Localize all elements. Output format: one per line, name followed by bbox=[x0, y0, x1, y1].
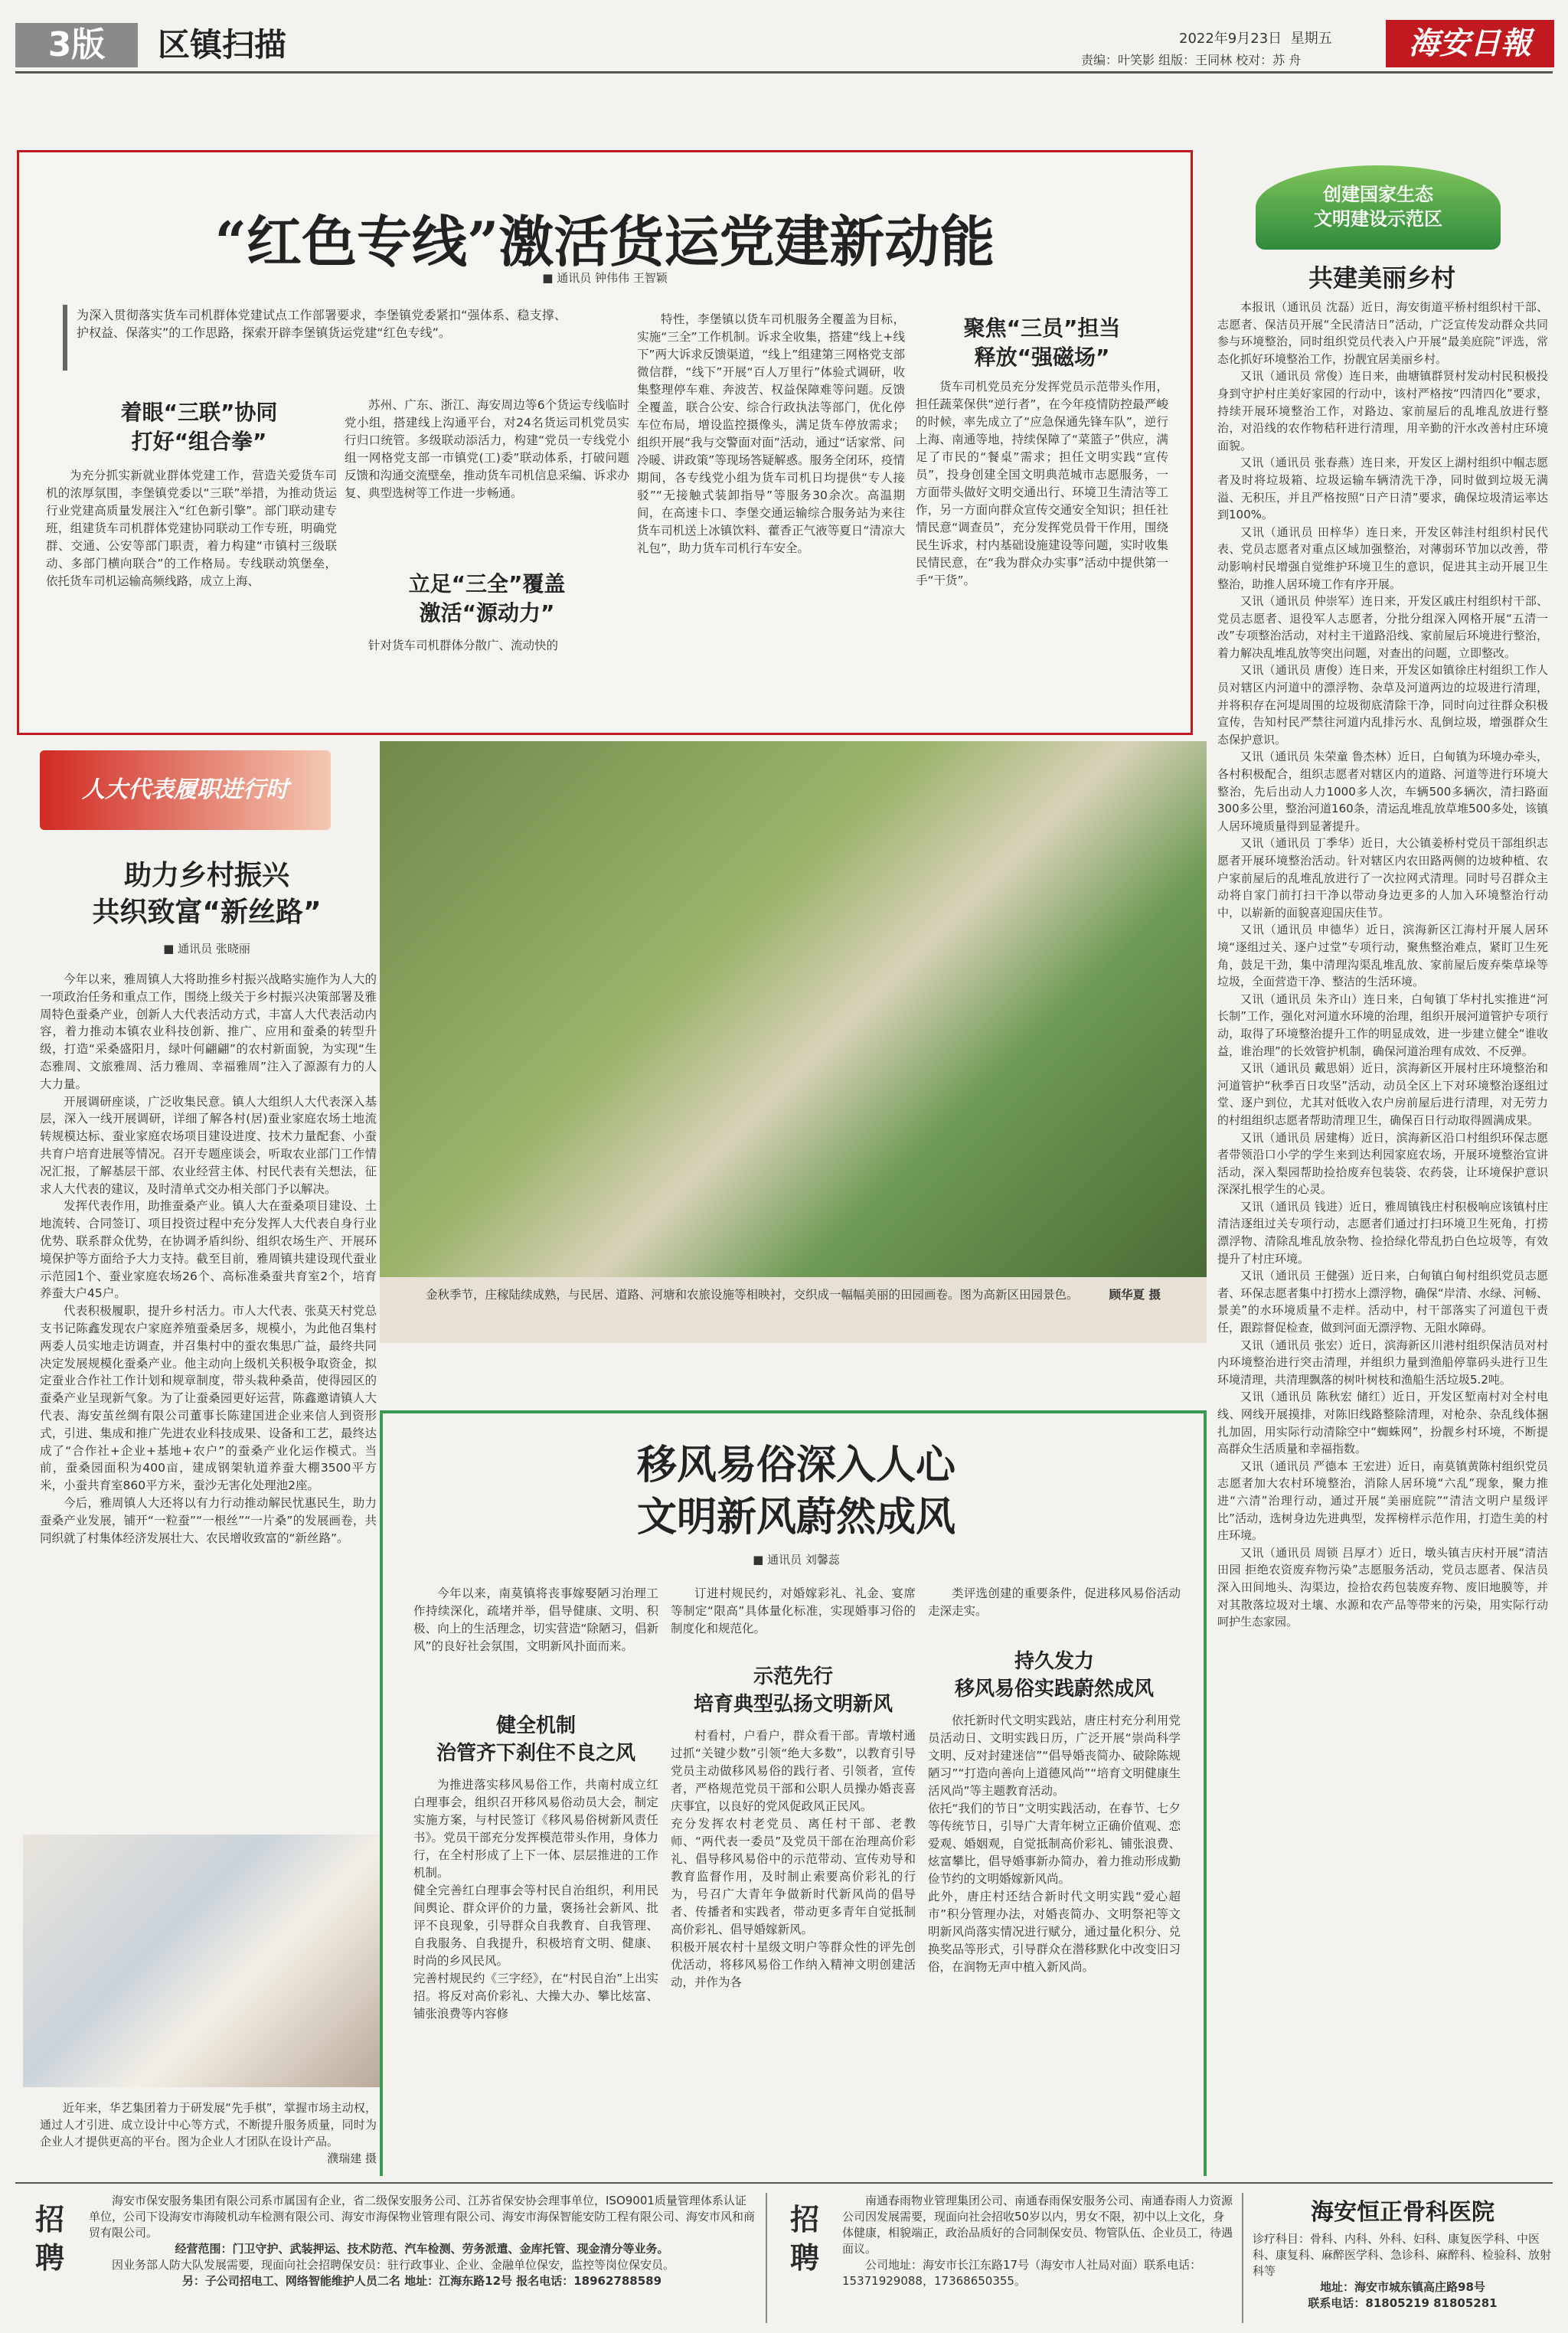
article1-col-1: 为充分抓实新就业群体党建工作，营造关爱货车司机的浓厚氛围，李堡镇党委以“三联”举措，为推动货运行业党建高质量发展注入“红色新引擎”。部门联动建专班，组建货车司机群体党建协同联动工作专班，明确党群、交通、公安等部门职责，着力构建“市镇村三级联动、多部门横向联合”的工作格局。专线联动筑堡垒，依托货车司机运输高频线路，成立上海、 bbox=[46, 469, 337, 588]
article3-col-a: 为推进落实移风易俗工作，共南村成立红白理事会，组织召开移风易俗动员大会，制定实施方案，与村民签订《移风易俗树新风责任书》。党员干部充分发挥模范带头作用，身体力行，在全村形成了上下一体、层层推进的工作机制。 健全完善红白理事会等村民自治组织，利用民间舆论、群众评价的力量，褒扬社会新风、批评不良现象，引导群众自我教育、自我管理、自我服务、自我提升，积极培育文明、健康、时尚的乡风民风。 完善村规民约《三字经》，在“村民自治”上出实招。将反对高价彩礼、大操大办、攀比炫富、铺张浪费等内容修 bbox=[413, 1778, 658, 2021]
sidebar-para: 又讯（通讯员 仲崇军）连日来，开发区戚庄村组织村干部、党员志愿者、退役军人志愿者，分批分组深入网格开展“五清一改”专项整治活动，对村主干道路沿线、家前屋后环境进行整治，着力解决乱堆乱放等突出问题，对查出的问题，立即整改。 bbox=[1217, 594, 1548, 660]
main-caption-text: 金秋季节，庄稼陆续成熟，与民居、道路、河塘和农旅设施等相映衬，交织成一幅幅美丽的田园画卷。图为高新区田园景色。 bbox=[426, 1288, 1079, 1302]
footer-rule bbox=[15, 2182, 1553, 2184]
main-photo-caption bbox=[426, 1286, 1161, 1304]
sidebar-para: 本报讯（通讯员 沈磊）近日，海安街道平桥村组织村干部、志愿者、保洁员开展“全民清洁日”活动，广泛宣传发动群众共同参与环境整治，同时组织党员代表入户开展“最美庭院”评选，常态化抓好环境整治工作，扮靓宜居美丽乡村。 bbox=[1217, 300, 1548, 366]
recruit-ad-2 bbox=[778, 2193, 1237, 2323]
sidebar-para: 又讯（通讯员 王健强）近日来，白甸镇白甸村组织党员志愿者、环保志愿者集中打捞水上漂浮物，确保“岸清、水绿、河畅、景美”的水环境质量不走样。活动中，村干部落实了河道包干责任，跟踪督促检查，做到河面无漂浮物、无阻水障碍。 bbox=[1217, 1269, 1548, 1335]
recruit-ad-2-text: 南通春雨物业管理集团公司、南通春雨保安服务公司、南通春雨人力资源公司因发展需要，现面向社会招收50岁以内，男女不限，初中以上文化，身体健康，相貌端正，政治品质好的合同制保安员、物管队伍、企业员工，待遇面议。 bbox=[842, 2194, 1233, 2256]
sidebar-para: 又讯（通讯员 张宏）近日，滨海新区川港村组织保洁员对村内环境整治进行突击清理，并组织力量到渔船停靠码头进行卫生环境清理，共清理飘落的树叶树枝和渔船生活垃圾5.2吨。 bbox=[1217, 1338, 1548, 1387]
main-caption-credit: 顾华夏 摄 bbox=[1109, 1288, 1161, 1302]
sidebar-para: 又讯（通讯员 张春燕）连日来，开发区上湖村组织中帼志愿者及时将垃圾箱、垃圾运输车辆清洗干净，同时做到垃圾无满溢、无积压，并且严格按照“日产日清”要求，确保垃圾清运率达到100%。 bbox=[1217, 456, 1548, 522]
article1-col-2b: 针对货车司机群体分散广、流动快的 bbox=[368, 639, 559, 652]
ad-divider-1 bbox=[766, 2193, 767, 2323]
article3-col-c: 依托新时代文明实践站，唐庄村充分利用党员活动日、文明实践日历，广泛开展“崇尚科学文明、反对封建迷信”“倡导婚丧简办、破除陈规陋习”“打造向善向上道德风尚”“培育文明健康生活风尚”等主题教育活动。 依托“我们的节日”文明实践活动，在春节、七夕等传统节日，引导广大青年树立正确价值观、恋爱观、婚姻观，自觉抵制高价彩礼、铺张浪费、炫富攀比，倡导婚事新办简办，着力推动形成勤俭节约的文明婚嫁新风尚。 此外，唐庄村还结合新时代文明实践“爱心超市”积分管理办法，对婚丧简办、文明祭祀等文明新风尚落实情况进行赋分，通过量化积分、兑换奖品等形式，引导群众在潜移默化中改变旧习俗，在润物无声中植入新风尚。 bbox=[928, 1714, 1181, 1974]
hospital-address: 地址：海安市城东镇高庄路98号 bbox=[1320, 2280, 1485, 2294]
recruit-ad-1-text: 海安市保安服务集团有限公司系市属国有企业，省二级保安服务公司、江苏省保安协会理事单位，ISO9001质量管理体系认证单位，公司下设海安市海陵机动车检测有限公司、海安市海保物业管理有限公司、海安市海保智能安防工程有限公司、海安市风和商贸有限公司。 bbox=[89, 2194, 756, 2240]
article1-lead: 为深入贯彻落实货车司机群体党建试点工作部署要求，李堡镇党委紧扣“强体系、稳支撑、护权益、保落实”的工作思路，探索开辟李堡镇货运党建“红色专线”。 bbox=[77, 308, 567, 340]
office-caption-text: 近年来，华艺集团着力于研发展“先手棋”，掌握市场主动权，通过人才引进、成立设计中心等方式，不断提升服务质量，同时为企业人才提供更高的平台。图为企业人才团队在设计产品。 bbox=[40, 2101, 377, 2148]
article3-byline: ■ 通讯员 刘馨蕊 bbox=[753, 1553, 840, 1567]
recruit-label-2: 招 聘 bbox=[789, 2203, 819, 2275]
article2-para: 今年以来，雅周镇人大将助推乡村振兴战略实施作为人大的一项政治任务和重点工作，围绕上级关于乡村振兴决策部署及雅周特色蚕桑产业，创新人大代表活动方式，丰富人大代表活动内容，着力推动本镇农业科技创新、推广、应用和蚕桑的转型升级，打造“采桑盛阳月，绿叶何翩翩”的农村新面貌，为实现“生态雅周、文旅雅周、活力雅周、幸福雅周”注入了源源有力的人大力量。 bbox=[40, 972, 377, 1091]
sidebar-para: 又讯（通讯员 居建梅）近日，滨海新区沿口村组织环保志愿者带领沿口小学的学生来到达利园家庭农场，开展环境整治宣讲活动，深入梨园帮助捡拾废弃包装袋、农药袋，让环境保护意识深深扎根学生的心灵。 bbox=[1217, 1130, 1548, 1197]
recruit-ad-1 bbox=[23, 2193, 758, 2323]
sidebar-title: 共建美丽乡村 bbox=[1308, 263, 1455, 292]
recruit-ad-1-scope: 经营范围：门卫守护、武装押运、技术防范、汽车检测、劳务派遣、金库托管、现金清分等业务。 bbox=[175, 2242, 669, 2256]
article1-col-2: 苏州、广东、浙江、海安周边等6个货运专线临时党小组，搭建线上沟通平台，对24名货运司机党员实行归口统管。多级联动添活力，构建“党员一专线党小组一网格党支部一市镇党(工)委”联动体系，打破问题反馈和沟通交流壁垒，推动货车司机信息采编、诉求办复、典型选树等工作进一步畅通。 bbox=[345, 398, 630, 500]
edition-number: 3版 bbox=[15, 23, 138, 67]
article2-title: 助力乡村振兴 共织致富“新丝路” bbox=[92, 860, 322, 928]
npc-banner: 人大代表履职进行时 bbox=[40, 750, 331, 830]
article2-para: 开展调研座谈，广泛收集民意。镇人大组织人大代表深入基层，深入一线开展调研，详细了解各村(居)蚕业家庭农场土地流转规模达标、蚕业家庭农场项目建设进度、技术力量配套、小蚕共育户培育进展等情况。召开专题座谈会，听取农业部门工作情况汇报，了解基层干部、农业经营主体、村民代表有关想法，征求人大代表的建议，及时清单式交办相关部门予以解决。 bbox=[40, 1094, 377, 1196]
issue-date bbox=[1179, 28, 1332, 47]
article1-title: “红色专线”激活货运党建新动能 bbox=[214, 209, 995, 274]
date-text: 2022年9月23日 bbox=[1179, 31, 1282, 47]
paper-logo: 海安日報 bbox=[1386, 20, 1554, 67]
office-photo bbox=[23, 1835, 383, 2087]
office-caption-credit: 濮瑞建 摄 bbox=[327, 2152, 377, 2165]
recruit-ad-2-address: 公司地址：海安市长江东路17号（海安市人社局对面）联系电话：15371929088，17368650355。 bbox=[842, 2258, 1202, 2288]
sidebar-para: 又讯（通讯员 唐俊）连日来，开发区如镇徐庄村组织工作人员对辖区内河道中的漂浮物、杂草及河道两边的垃圾进行清理，并将积存在河堤周围的垃圾彻底清除干净，同时向过往群众积极宣传，告知村民严禁往河道内乱排污水、乱倒垃圾，增强群众生态保护意识。 bbox=[1217, 663, 1548, 747]
hospital-name: 海安恒正骨科医院 bbox=[1311, 2199, 1494, 2226]
ad-divider-2 bbox=[1242, 2193, 1243, 2323]
article3-col-b: 村看村，户看户，群众看干部。青墩村通过抓“关键少数”引领“绝大多数”，以教育引导党员主动做移风易俗的践行者、引领者，宣传者，严格规范党员干部和公职人员操办婚丧喜庆事宜，以良好的党风促政风正民风。 充分发挥农村老党员、离任村干部、老教师、“两代表一委员”及党员干部在治理高价彩礼、倡导移风易俗中的示范带动、宣传劝导和教育监督作用，及时制止索要高价彩礼的行为，号召广大青年争做新时代新风尚的倡导者、传播者和实践者，带动更多青年自觉抵制高价彩礼、倡导婚嫁新风。 积极开展农村十星级文明户等群众性的评先创优活动，将移风易俗工作纳入精神文明创建活动，并作为各 bbox=[671, 1729, 916, 1989]
article3-col-b-intro: 订进村规民约，对婚嫁彩礼、礼金、宴席等制定“限高”具体量化标准，实现婚事习俗的制度化和规范化。 bbox=[671, 1586, 916, 1635]
recruit-ad-2-body bbox=[842, 2193, 1233, 2289]
article1-subhead-3: 聚焦“三员”担当 释放“强磁场” bbox=[963, 315, 1121, 370]
article3-title: 移风易俗深入人心 文明新风蔚然成风 bbox=[636, 1442, 956, 1541]
article3-subhead-c: 持久发力 移风易俗实践蔚然成风 bbox=[954, 1650, 1154, 1701]
weekday-text: 星期五 bbox=[1290, 31, 1332, 47]
article1-lead-bar bbox=[63, 305, 67, 371]
office-photo-caption bbox=[40, 2099, 377, 2167]
section-name: 区镇扫描 bbox=[158, 26, 287, 64]
sidebar-para: 又讯（通讯员 申德华）近日，滨海新区江海村开展人居环境“逐组过关、逐户过堂”专项行动，聚焦整治难点，紧盯卫生死角，鼓足干劲，集中清理沟渠乱堆乱放、家前屋后废弃柴草垛等垃圾，全面营造干净、整洁的生活环境。 bbox=[1217, 923, 1548, 989]
sidebar-para: 又讯（通讯员 常俊）连日来，曲塘镇群贤村发动村民积极投身到守护村庄美好家园的行动中，该村严格按“四清四化”要求，持续开展环境整治工作，对路边、家前屋后的乱堆乱放进行整治，对沿线的农作物秸秆进行清理，用辛勤的汗水改善村庄环境面貌。 bbox=[1217, 369, 1548, 453]
sidebar-column bbox=[1217, 299, 1548, 1631]
sidebar-badge: 创建国家生态 文明建设示范区 bbox=[1256, 165, 1501, 250]
sidebar-para: 又讯（通讯员 朱齐山）连日来，白甸镇丁华村扎实推进“河长制”工作，强化对河道水环境的治理，组织开展河道管护专项行动，取得了环境整治提升工作的明显成效，进一步建立健全“谁收益，谁治理”的长效管护机制，确保河道治理有成效、不反弹。 bbox=[1217, 992, 1548, 1058]
header-rule bbox=[15, 71, 1553, 74]
sidebar-para: 又讯（通讯员 田梓华）连日来，开发区韩洼村组织村民代表、党员志愿者对重点区域加强整治，对薄弱环节加以改善，带动影响村民增强自觉维护环境卫生的意识，促进其主动开展卫生整治，助推人居环境工作有序开展。 bbox=[1217, 524, 1548, 591]
article2-body bbox=[40, 971, 377, 1547]
article3-col-c-intro: 类评选创建的重要条件，促进移风易俗活动走深走实。 bbox=[928, 1586, 1181, 1618]
recruit-ad-1-body bbox=[89, 2193, 755, 2289]
article1-subhead-2: 立足“三全”覆盖 激活“源动力” bbox=[408, 571, 566, 626]
article2-para: 发挥代表作用，助推蚕桑产业。镇人大在蚕桑项目建设、土地流转、合同签订、项目投资过程中充分发挥人大代表自身行业优势、联系群众优势，在协调矛盾纠纷、组织农场生产、开展环境保护等方面给予大力支持。截至目前，雅周镇共建设现代蚕业示范园1个、蚕业家庭农场26个、高标准桑蚕共育室2个，培育养蚕大户45户。 bbox=[40, 1199, 377, 1301]
article3-col-a-intro: 今年以来，南莫镇将丧事嫁娶陋习治理工作持续深化，疏堵并举，倡导健康、文明、积极、向上的生活理念，切实营造“除陋习，倡新风”的良好社会氛围，文明新风扑面而来。 bbox=[413, 1586, 658, 1653]
hospital-ad bbox=[1253, 2193, 1553, 2323]
editor-credits: 责编：叶笑影 组版：王同林 校对：苏 舟 bbox=[1081, 53, 1302, 67]
article3-subhead-b: 示范先行 培育典型弘扬文明新风 bbox=[693, 1665, 893, 1716]
sidebar-para: 又讯（通讯员 朱荣童 鲁杰林）近日，白甸镇为环境办牵头，各村积极配合，组织志愿者对辖区内的道路、河道等进行环境大整治，先后出动人力1000多人次，车辆500多辆次，清扫路面300多公里，整治河道160条，清运乱堆乱放草堆500多处，该镇人居环境质量得到显著提升。 bbox=[1217, 750, 1548, 833]
hospital-phone: 联系电话：81805219 81805281 bbox=[1308, 2296, 1498, 2310]
sidebar-para: 又讯（通讯员 钱进）近日，雅周镇钱庄村积极响应该镇村庄清洁逐组过关专项行动，志愿者们通过打扫环境卫生死角，打捞漂浮物、清除乱堆乱放杂物、捡拾绿化带乱扔白色垃圾等，有效提升了村庄环境。 bbox=[1217, 1199, 1548, 1266]
hospital-departments: 诊疗科目：骨科、内科、外科、妇科、康复医学科、中医科、康复科、麻醉医学科、急诊科、麻醉科、检验科、放射科等 bbox=[1253, 2232, 1552, 2278]
article1-col-3: 特性，李堡镇以货车司机服务全覆盖为目标，实施“三全”工作机制。诉求全收集，搭建“线上+线下”两大诉求反馈渠道，“线上”组建第三网格党支部微信群，“线下”开展“百人万里行”体验式调研，收集整理停车难、奔波苦、权益保障难等问题。反馈全覆盖，联合公安、综合行政执法等部门，优化停车位布局，增设监控摄像头，满足货车停放需求；组织开展“我与交警面对面”活动，通过“话家常、问冷暖、讲政策”等现场答疑解惑。服务全闭环，疫情期间，各专线党小组为货车司机日均提供“专人接驳”“无接触式装卸指导”等服务30余次。高温期间，在高速卡口、李堡交通运输综合服务站为来往货车司机送上冰镇饮料、藿香正气液等夏日“清凉大礼包”，助力货车司机行车安全。 bbox=[637, 312, 905, 555]
article1-col-4: 货车司机党员充分发挥党员示范带头作用，担任蔬菜保供“逆行者”，在今年疫情防控最严峻的时候，率先成立了“应急保通先锋车队”，逆行上海、南通等地，持续保障了“菜篮子”供应，满足了市民的“餐桌”需求；担任文明实践“宣传员”，投身创建全国文明典范城市志愿服务，一方面带头做好文明交通出行、环境卫生清洁等工作，另一方面向群众宣传交通安全知识；担任社情民意“调查员”，充分发挥党员骨干作用，围绕民生诉求，村内基础设施建设等问题，实时收集民情民意，在“我为群众办实事”活动中提供第一手“干货”。 bbox=[916, 380, 1168, 587]
recruit-ad-1-note: 因业务部人防大队发展需要，现面向社会招聘保安员：驻行政事业、企业、金融单位保安，监控等岗位保安员。 bbox=[112, 2258, 675, 2272]
recruit-label-1: 招 聘 bbox=[34, 2203, 64, 2275]
sidebar-para: 又讯（通讯员 戴思娟）近日，滨海新区开展村庄环境整治和河道管护“秋季百日攻坚”活动，动员全区上下对环境整治逐组过堂、逐户到位，尤其对低收入农户房前屋后进行清理，对无劳力的村组组织志愿者帮助清理卫生，确保百日行动取得圆满成果。 bbox=[1217, 1061, 1548, 1127]
article2-para: 代表积极履职，提升乡村活力。市人大代表、张莫天村党总支书记陈鑫发现农户家庭养殖蚕桑居多，规模小，为此他召集村两委人员实地走访调查，并召集村中的蚕农集思广益，最终共同决定发展规模化蚕桑产业。他主动向上级机关积极争取资金，拟定蚕业合作社工作计划和规章制度，带头栽种桑苗，使得园区的蚕桑产业呈现新气象。为了让蚕桑园更好运营，陈鑫邀请镇人大代表、海安茧丝绸有限公司董事长陈建国进企业来信人到资形式，引进、集成和推广先进农业科技成果、设备和工艺，最终达成了“合作社+企业+基地+农户”的蚕桑产业化运作模式。当前，蚕桑园面积为400亩，建成钢架轨道养蚕大棚3500平方米，小蚕共育室860平方米，蚕沙无害化处理池2座。 bbox=[40, 1304, 377, 1493]
sidebar-para: 又讯（通讯员 陈秋宏 储红）近日，开发区堑南村对全村电线、网线开展摸排，对陈旧线路整除清理，对枪杂、杂乱线体捆扎加固，用实际行动清除空中“蜘蛛网”，扮靓乡村环境，不断提高群众生活质量和幸福指数。 bbox=[1217, 1390, 1548, 1456]
article1-subhead-1: 着眼“三联”协同 打好“组合拳” bbox=[120, 400, 278, 454]
sidebar-para: 又讯（通讯员 周锁 吕厚才）近日，墩头镇吉庆村开展“清洁田园 拒绝农资废弃物污染”志愿服务活动，党员志愿者、保洁员深入田间地头、沟渠边，捡拾农药包装废弃物、废旧地膜等，并对其散落垃圾对土壤、水源和农产品等带来的污染，用实际行动呵护生态家园。 bbox=[1217, 1545, 1548, 1629]
recruit-ad-1-contact: 另：子公司招电工、网络智能维护人员二名 地址：江海东路12号 报名电话：18962788589 bbox=[181, 2274, 662, 2288]
article3-subhead-a: 健全机制 治管齐下刹住不良之风 bbox=[436, 1714, 635, 1765]
sidebar-para: 又讯（通讯员 严德本 王宏进）近日，南莫镇黄陈村组织党员志愿者加大农村环境整治，消除人居环境“六乱”现象，聚力推进“六清”治理行动，通过开展“美丽庭院”“清洁文明户星级评比”活动，选树身边先进典型，发挥榜样示范作用，打造生美的村庄环境。 bbox=[1217, 1459, 1548, 1543]
article1-byline: ■ 通讯员 钟伟伟 王智颖 bbox=[542, 271, 668, 285]
article2-byline: ■ 通讯员 张晓丽 bbox=[163, 942, 250, 956]
article2-para: 今后，雅周镇人大还将以有力行动推动解民忧惠民生，助力蚕桑产业发展，铺开“一粒蚕”“一根丝”“一片桑”的发展画卷，共同织就了村集体经济发展壮大、农民增收致富的“新丝路”。 bbox=[40, 1495, 377, 1545]
masthead bbox=[0, 0, 1568, 77]
sidebar-para: 又讯（通讯员 丁季华）近日，大公镇姜桥村党员干部组织志愿者开展环境整治活动。针对辖区内农田路两侧的边坡种植、农户家前屋后的乱堆乱放进行了一次拉网式清理。同时号召群众主动将自家门前打扫干净以带动身边更多的人加入环境整治行动中，以崭新的面貌喜迎国庆佳节。 bbox=[1217, 836, 1548, 920]
aerial-field-photo bbox=[380, 741, 1207, 1277]
